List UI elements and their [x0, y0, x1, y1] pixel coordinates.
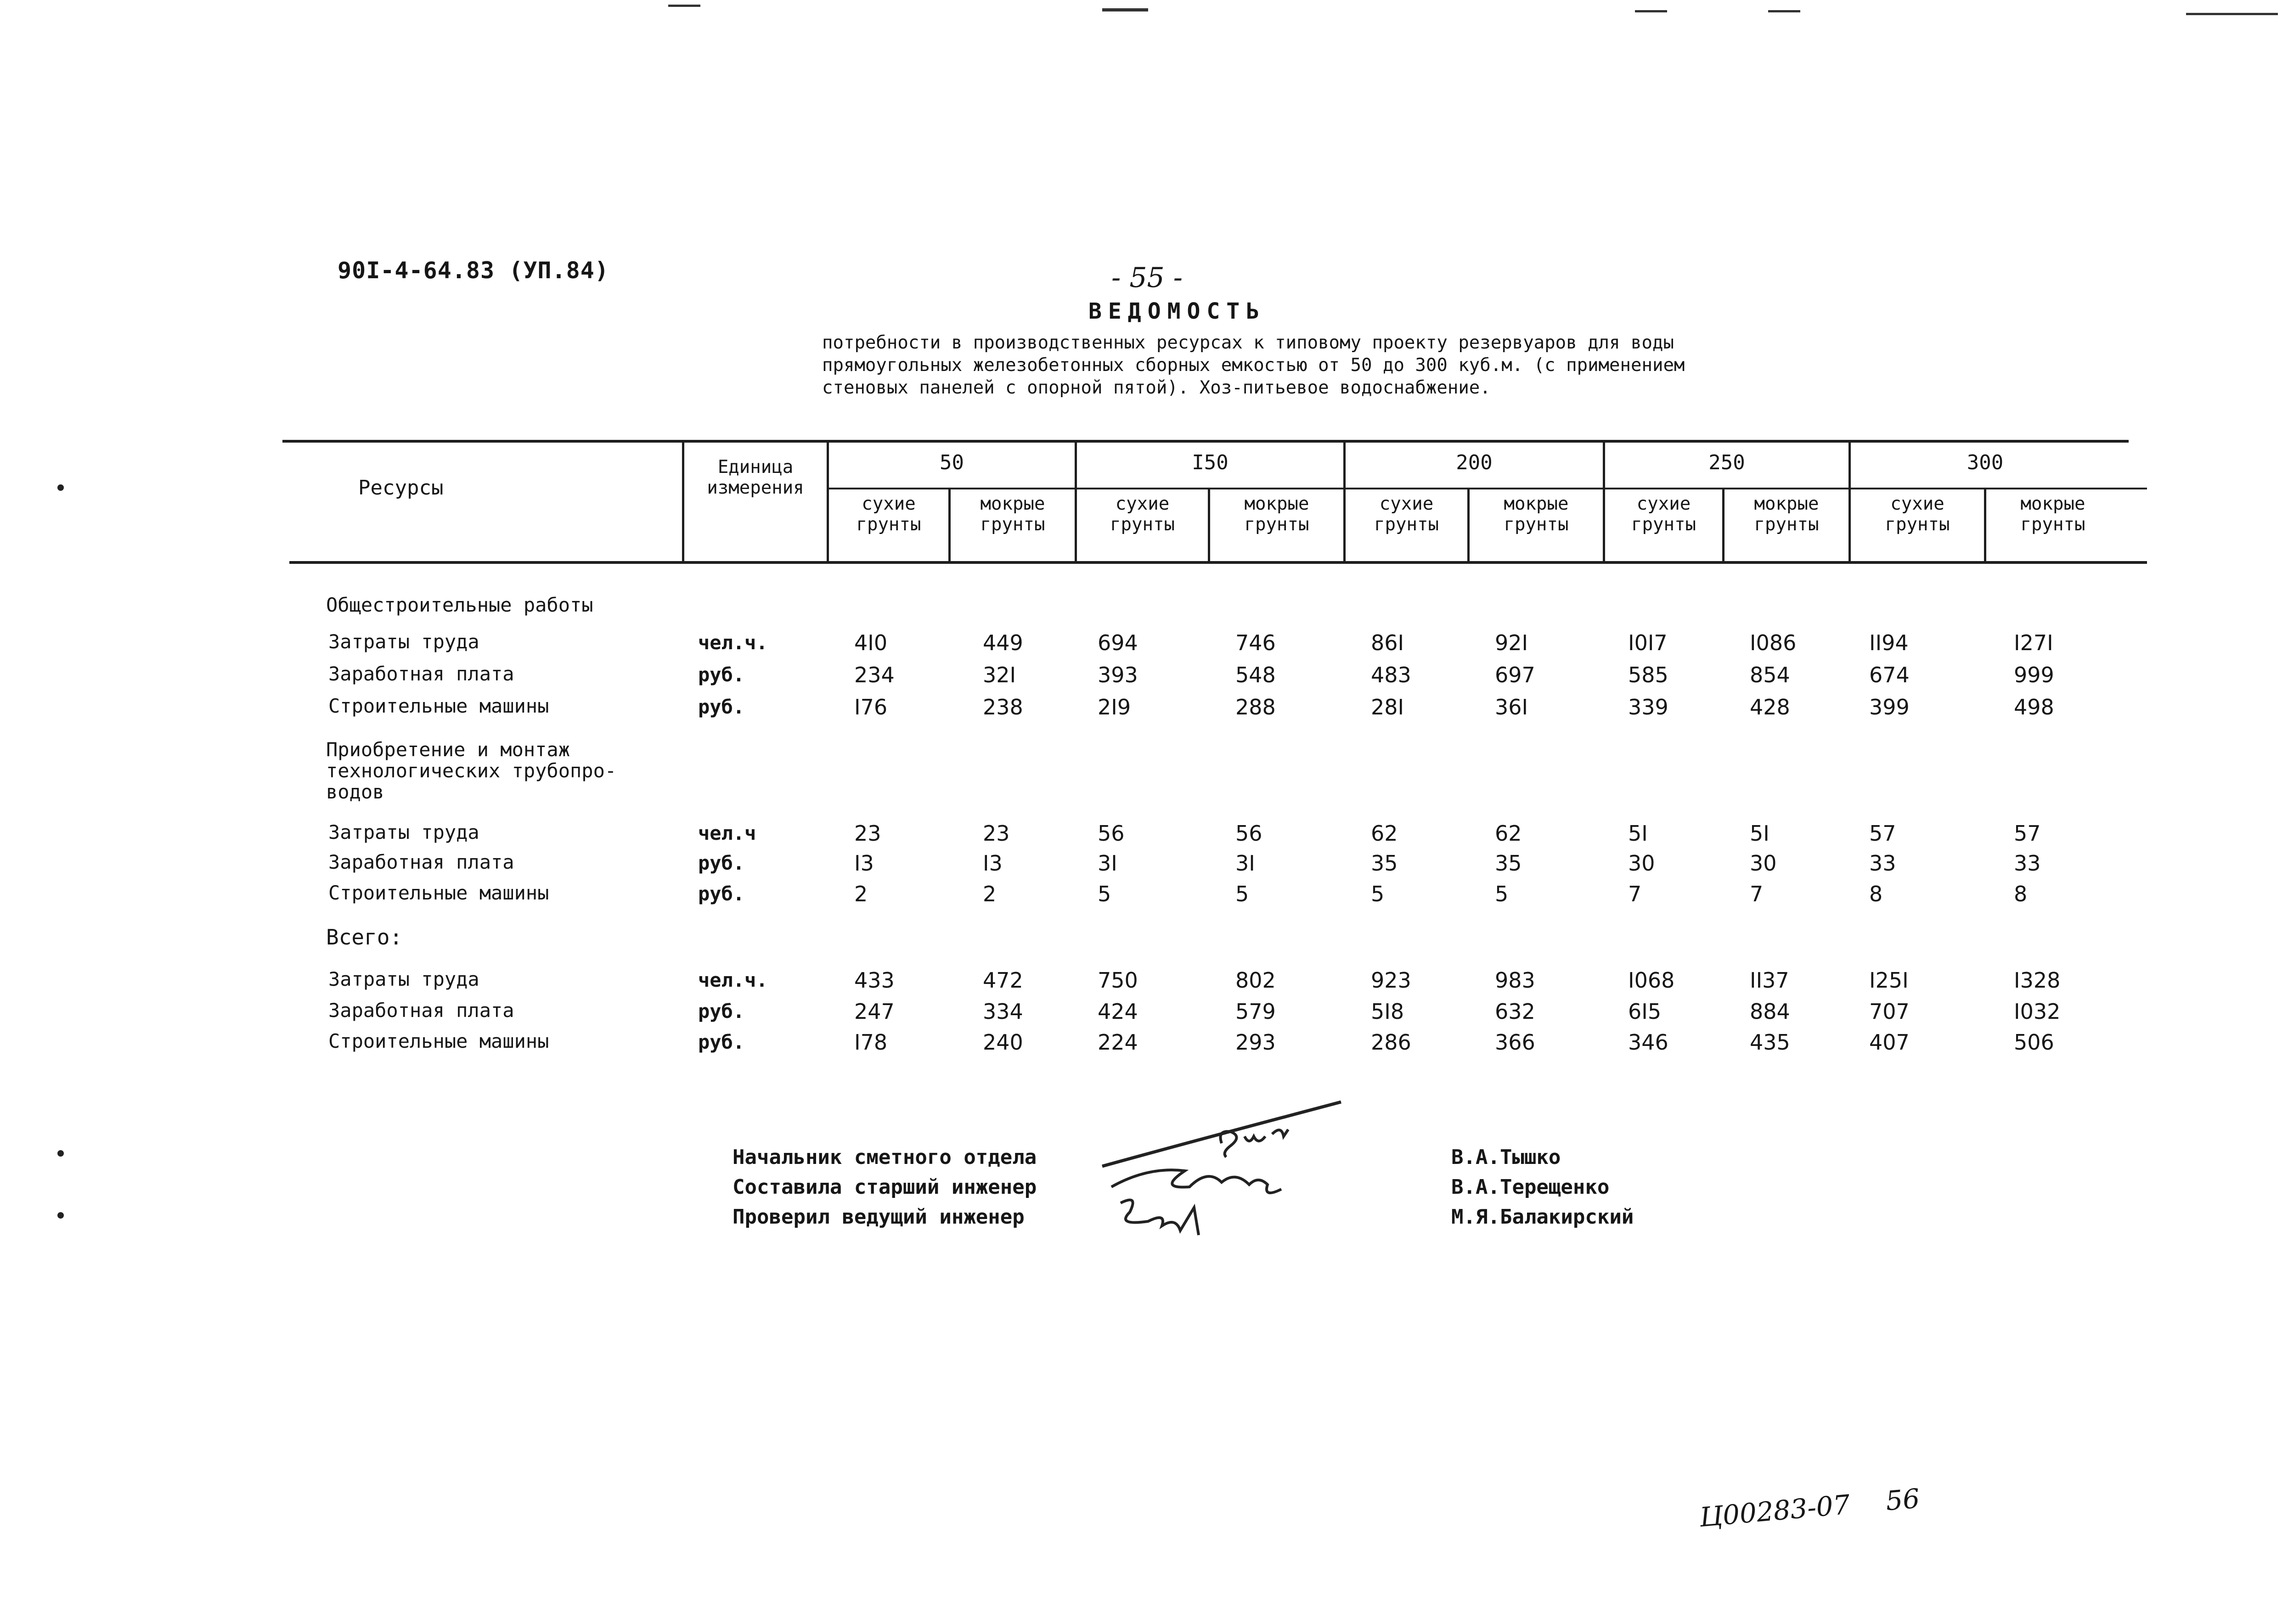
- unit-cell: руб.: [698, 1000, 745, 1023]
- value-cell: 5: [1235, 882, 1249, 906]
- unit-column-header: Единица измерения: [707, 457, 804, 498]
- capacity-subheader-rule: [829, 488, 2147, 489]
- value-cell: 30: [1628, 851, 1655, 876]
- value-cell: 483: [1371, 663, 1411, 687]
- value-cell: 346: [1628, 1030, 1668, 1055]
- value-cell: 7: [1628, 882, 1642, 906]
- value-cell: 802: [1235, 968, 1276, 993]
- value-cell: 923: [1371, 968, 1411, 993]
- value-cell: 2I9: [1098, 695, 1131, 719]
- value-cell: 86I: [1371, 630, 1404, 655]
- value-cell: I3: [854, 851, 874, 876]
- table-top-rule: [282, 440, 2129, 443]
- value-cell: 428: [1750, 695, 1790, 719]
- unit-cell: чел.ч: [698, 822, 756, 844]
- resource-name: Строительные машины: [328, 882, 549, 904]
- value-cell: I086: [1750, 630, 1797, 655]
- dry-soil-header: сухие грунты: [856, 494, 921, 535]
- page-number: - 55 -: [1111, 262, 1183, 294]
- unit-cell: руб.: [698, 882, 745, 905]
- dry-soil-header: сухие грунты: [1885, 494, 1950, 535]
- section-title: Общестроительные работы: [326, 594, 593, 616]
- value-cell: 472: [983, 968, 1023, 993]
- signature-role: Проверил ведущий инженер: [733, 1205, 1025, 1229]
- value-cell: 5: [1098, 882, 1111, 906]
- value-cell: 5I: [1750, 821, 1770, 846]
- value-cell: 506: [2014, 1030, 2054, 1055]
- wet-soil-header: мокрые грунты: [980, 494, 1045, 535]
- value-cell: 334: [983, 999, 1023, 1024]
- value-cell: 393: [1098, 663, 1138, 687]
- resource-name: Строительные машины: [328, 1030, 549, 1052]
- value-cell: 240: [983, 1030, 1023, 1055]
- value-cell: 424: [1098, 999, 1138, 1024]
- value-cell: 884: [1750, 999, 1790, 1024]
- value-cell: 750: [1098, 968, 1138, 993]
- column-divider: [682, 442, 684, 563]
- value-cell: 288: [1235, 695, 1276, 719]
- value-cell: 33: [1869, 851, 1896, 876]
- dry-soil-header: сухие грунты: [1110, 494, 1175, 535]
- capacity-header: 300: [1967, 451, 2004, 474]
- value-cell: 35: [1495, 851, 1522, 876]
- scan-mark: [2186, 13, 2278, 15]
- value-cell: 62: [1371, 821, 1398, 846]
- value-cell: 7: [1750, 882, 1764, 906]
- value-cell: I25I: [1869, 968, 1909, 993]
- value-cell: I27I: [2014, 630, 2053, 655]
- value-cell: 4I0: [854, 630, 888, 655]
- value-cell: 5: [1371, 882, 1385, 906]
- value-cell: I0I7: [1628, 630, 1668, 655]
- value-cell: 234: [854, 663, 895, 687]
- value-cell: 2: [854, 882, 868, 906]
- value-cell: II94: [1869, 630, 1909, 655]
- value-cell: I76: [854, 695, 888, 719]
- dry-soil-header: сухие грунты: [1631, 494, 1696, 535]
- value-cell: 407: [1869, 1030, 1910, 1055]
- value-cell: 247: [854, 999, 895, 1024]
- dry-soil-header: сухие грунты: [1374, 494, 1439, 535]
- wet-soil-header: мокрые грунты: [1754, 494, 1819, 535]
- value-cell: 28I: [1371, 695, 1404, 719]
- value-cell: 449: [983, 630, 1023, 655]
- value-cell: 8: [1869, 882, 1883, 906]
- value-cell: 548: [1235, 663, 1276, 687]
- value-cell: 23: [983, 821, 1010, 846]
- value-cell: 399: [1869, 695, 1910, 719]
- document-title: ВЕДОМОСТЬ: [1088, 298, 1266, 324]
- resource-name: Затраты труда: [328, 821, 479, 843]
- archive-stamp: [1698, 1483, 1921, 1533]
- value-cell: 33: [2014, 851, 2041, 876]
- scan-mark: [668, 5, 700, 7]
- punch-hole: [57, 484, 64, 491]
- value-cell: 579: [1235, 999, 1276, 1024]
- value-cell: 5I8: [1371, 999, 1404, 1024]
- scan-mark: [1635, 10, 1667, 12]
- value-cell: 57: [1869, 821, 1896, 846]
- value-cell: 697: [1495, 663, 1535, 687]
- value-cell: 36I: [1495, 695, 1528, 719]
- value-cell: 35: [1371, 851, 1398, 876]
- value-cell: 433: [854, 968, 895, 993]
- value-cell: 2: [983, 882, 997, 906]
- value-cell: I068: [1628, 968, 1675, 993]
- resource-name: Затраты труда: [328, 968, 479, 990]
- value-cell: 5: [1495, 882, 1509, 906]
- value-cell: 286: [1371, 1030, 1411, 1055]
- value-cell: 57: [2014, 821, 2041, 846]
- resource-name: Заработная плата: [328, 851, 514, 873]
- archive-page: 56: [1884, 1483, 1921, 1517]
- wet-soil-header: мокрые грунты: [2020, 494, 2085, 535]
- value-cell: II37: [1750, 968, 1789, 993]
- value-cell: I032: [2014, 999, 2061, 1024]
- value-cell: I3: [983, 851, 1003, 876]
- resource-column-header: Ресурсы: [358, 476, 444, 500]
- value-cell: 707: [1869, 999, 1910, 1024]
- value-cell: 746: [1235, 630, 1276, 655]
- value-cell: 293: [1235, 1030, 1276, 1055]
- value-cell: 854: [1750, 663, 1790, 687]
- value-cell: 585: [1628, 663, 1668, 687]
- value-cell: 339: [1628, 695, 1668, 719]
- section-title: Всего:: [326, 925, 403, 950]
- value-cell: 674: [1869, 663, 1910, 687]
- value-cell: I78: [854, 1030, 888, 1055]
- resource-name: Строительные машины: [328, 695, 549, 717]
- capacity-header: 50: [940, 451, 964, 474]
- value-cell: 238: [983, 695, 1023, 719]
- value-cell: 62: [1495, 821, 1522, 846]
- signature-role: Составила старший инженер: [733, 1175, 1037, 1199]
- value-cell: 3I: [1098, 851, 1117, 876]
- section-title: Приобретение и монтаж технологических трубопро- водов: [326, 738, 617, 803]
- value-cell: 30: [1750, 851, 1777, 876]
- table-header-bottom-rule: [289, 561, 2147, 564]
- scan-mark: [1768, 10, 1800, 12]
- value-cell: 23: [854, 821, 881, 846]
- resource-name: Затраты труда: [328, 630, 479, 653]
- value-cell: 983: [1495, 968, 1535, 993]
- capacity-header: 200: [1456, 451, 1493, 474]
- handwritten-signatures: [1093, 1093, 1350, 1244]
- value-cell: 56: [1235, 821, 1262, 846]
- punch-hole: [57, 1150, 64, 1157]
- value-cell: 366: [1495, 1030, 1535, 1055]
- unit-cell: чел.ч.: [698, 969, 768, 991]
- value-cell: I328: [2014, 968, 2061, 993]
- resource-name: Заработная плата: [328, 999, 514, 1022]
- capacity-header: 250: [1708, 451, 1745, 474]
- value-cell: 3I: [1235, 851, 1255, 876]
- value-cell: 224: [1098, 1030, 1138, 1055]
- value-cell: 6I5: [1628, 999, 1662, 1024]
- punch-hole: [57, 1212, 64, 1219]
- value-cell: 435: [1750, 1030, 1790, 1055]
- resource-name: Заработная плата: [328, 663, 514, 685]
- signature-name: В.А.Терещенко: [1451, 1175, 1610, 1199]
- value-cell: 92I: [1495, 630, 1528, 655]
- wet-soil-header: мокрые грунты: [1244, 494, 1309, 535]
- signature-name: В.А.Тышко: [1451, 1146, 1561, 1169]
- wet-soil-header: мокрые грунты: [1504, 494, 1569, 535]
- value-cell: 8: [2014, 882, 2028, 906]
- capacity-header: I50: [1192, 451, 1229, 474]
- document-subtitle: потребности в производственных ресурсах к типовому проекту резервуаров для воды прямоугольных железобетонных сборных емкостью от 50 до 300 куб.м. (с применением стеновых панелей с опорной пятой). Хоз-питьевое водоснабжение.: [822, 332, 1685, 398]
- value-cell: 56: [1098, 821, 1125, 846]
- scan-mark: [1102, 8, 1148, 11]
- value-cell: 32I: [983, 663, 1016, 687]
- signature-name: М.Я.Балакирский: [1451, 1205, 1634, 1229]
- value-cell: 999: [2014, 663, 2054, 687]
- value-cell: 632: [1495, 999, 1535, 1024]
- unit-cell: руб.: [698, 696, 745, 718]
- unit-cell: руб.: [698, 663, 745, 686]
- unit-cell: руб.: [698, 852, 745, 874]
- archive-number: Ц00283-07: [1698, 1489, 1852, 1533]
- value-cell: 694: [1098, 630, 1138, 655]
- document-code: 90I-4-64.83 (УП.84): [338, 257, 609, 284]
- signature-role: Начальник сметного отдела: [733, 1146, 1037, 1169]
- value-cell: 5I: [1628, 821, 1648, 846]
- unit-cell: руб.: [698, 1031, 745, 1053]
- unit-cell: чел.ч.: [698, 631, 768, 654]
- value-cell: 498: [2014, 695, 2054, 719]
